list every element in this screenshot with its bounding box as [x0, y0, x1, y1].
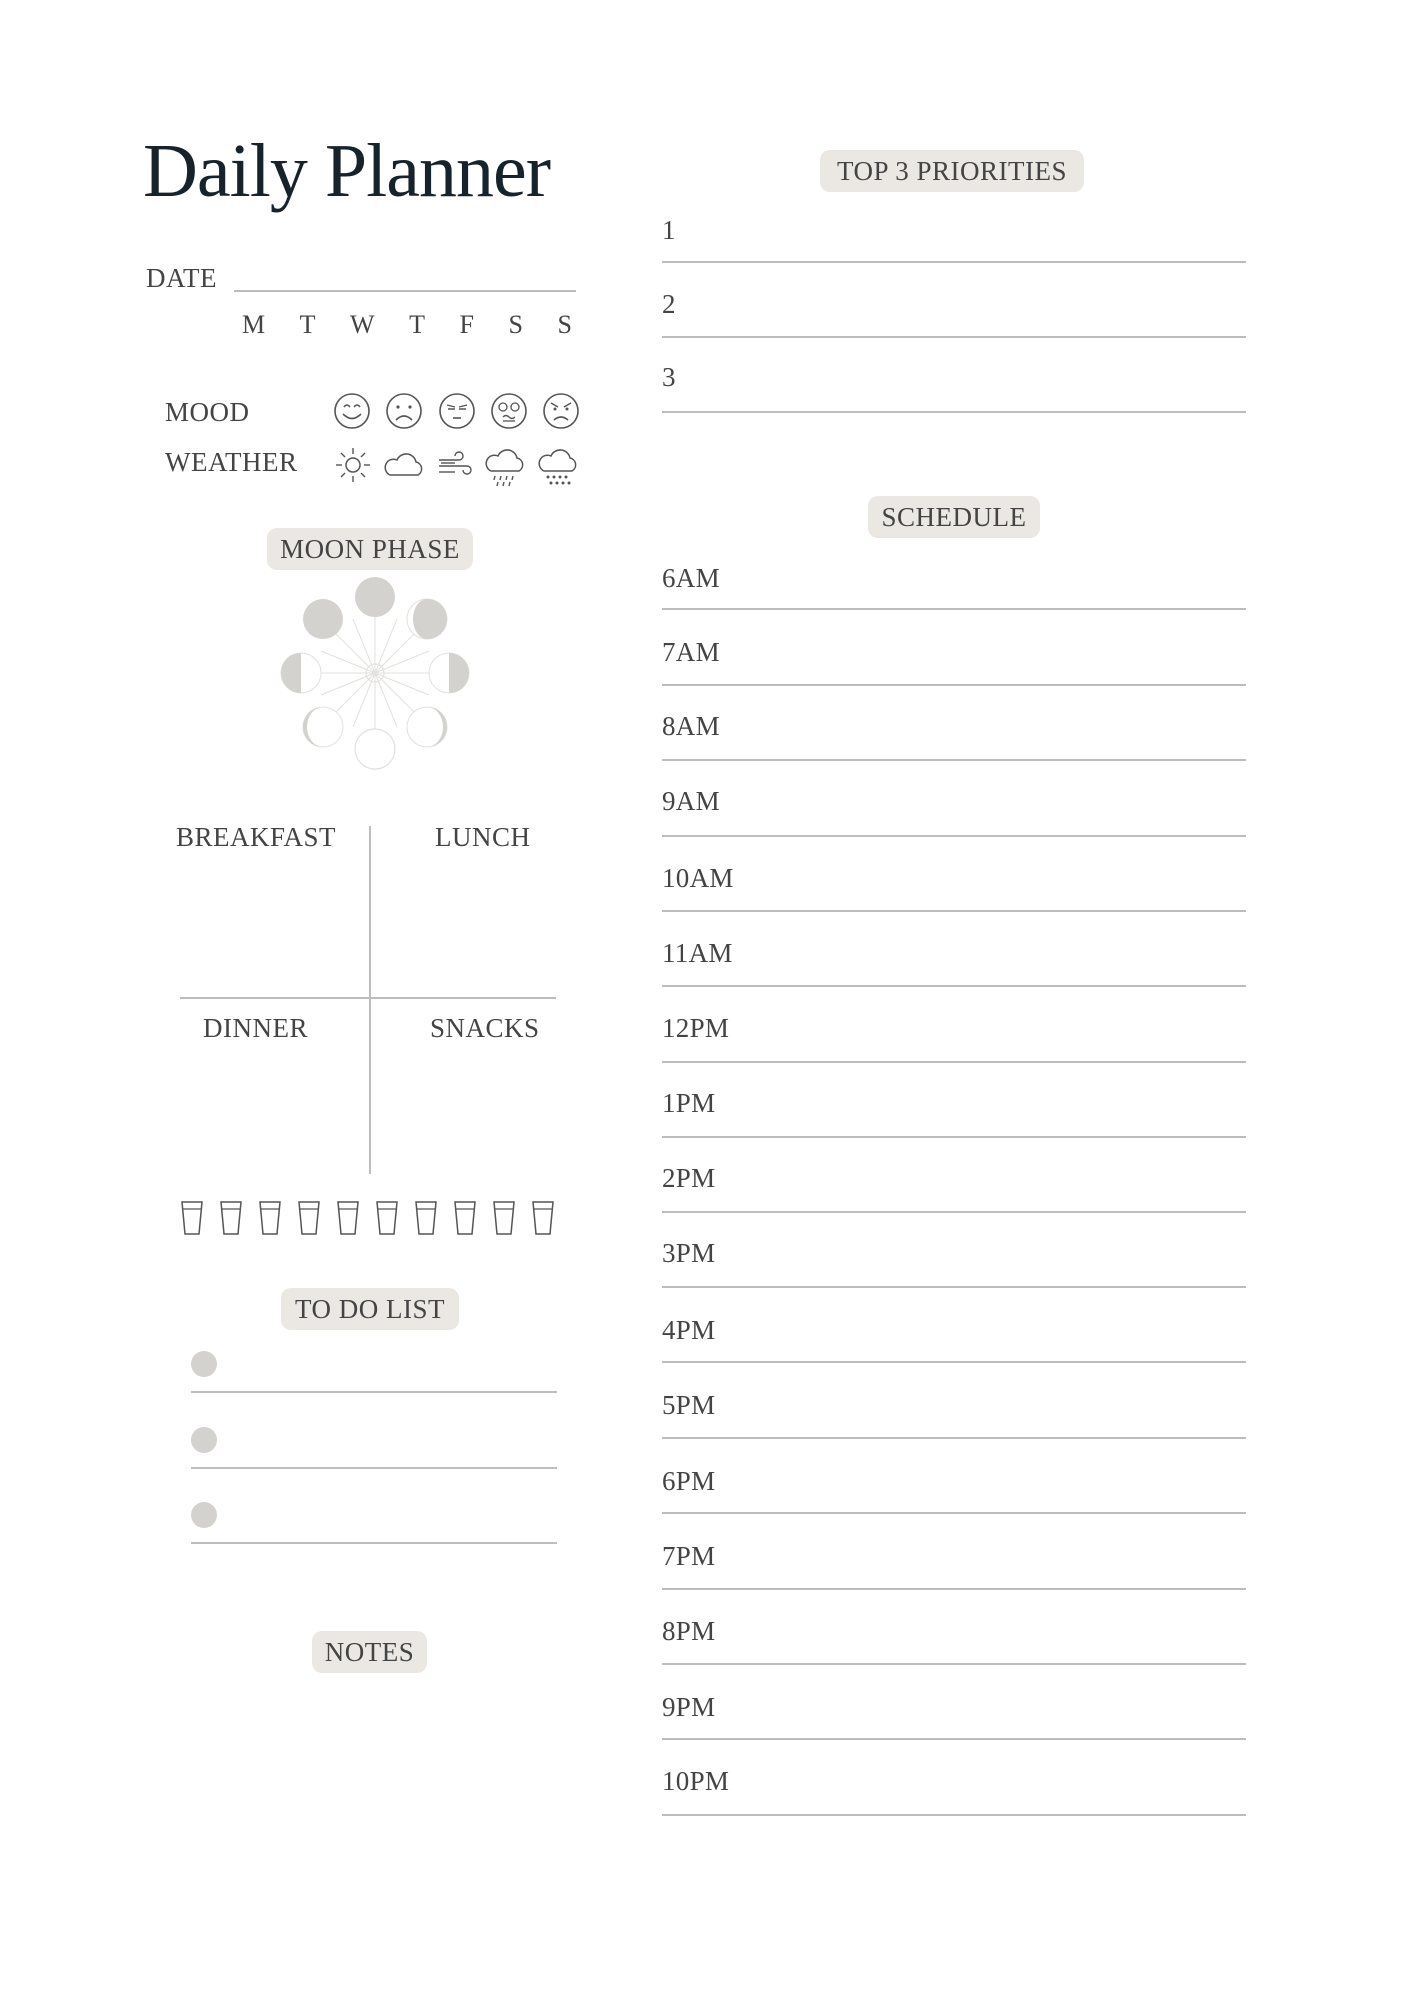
schedule-line[interactable] [662, 910, 1246, 912]
page-title: Daily Planner [143, 129, 551, 213]
notes-heading: NOTES [312, 1631, 427, 1673]
schedule-line[interactable] [662, 1061, 1246, 1063]
water-glass-icon[interactable] [219, 1200, 243, 1236]
schedule-hour: 1PM [662, 1088, 716, 1118]
schedule-hour: 9AM [662, 786, 720, 816]
schedule-hour: 10AM [662, 863, 734, 893]
schedule-line[interactable] [662, 1437, 1246, 1439]
schedule-line[interactable] [662, 1738, 1246, 1740]
snacks-label: SNACKS [430, 1013, 540, 1043]
new-moon-icon [355, 729, 395, 769]
priority-line[interactable] [662, 261, 1246, 263]
sad-face-icon[interactable] [385, 392, 423, 430]
weather-label: WEATHER [165, 447, 298, 477]
notes-area[interactable] [180, 1685, 560, 1945]
angry-face-icon[interactable] [542, 392, 580, 430]
schedule-line[interactable] [662, 1286, 1246, 1288]
mood-icons [333, 392, 580, 430]
moon-phase-heading: MOON PHASE [267, 528, 473, 570]
last-quarter-icon [429, 653, 469, 693]
sun-icon[interactable] [333, 445, 373, 485]
water-glass-icon[interactable] [180, 1200, 204, 1236]
rain-cloud-icon[interactable] [483, 445, 527, 489]
schedule-hour: 7AM [662, 637, 720, 667]
weekday-tuesday[interactable]: T [299, 310, 316, 339]
dinner-label: DINNER [203, 1013, 308, 1043]
schedule-line[interactable] [662, 1361, 1246, 1363]
schedule-hour: 8AM [662, 711, 720, 741]
schedule-hour: 8PM [662, 1616, 716, 1646]
priority-number: 1 [662, 215, 676, 245]
dizzy-face-icon[interactable] [490, 392, 528, 430]
weather-icons [333, 445, 580, 489]
breakfast-label: BREAKFAST [176, 822, 337, 852]
schedule-line[interactable] [662, 1211, 1246, 1213]
water-glass-icon[interactable] [297, 1200, 321, 1236]
water-glass-icon[interactable] [414, 1200, 438, 1236]
todo-checkbox[interactable] [191, 1427, 217, 1453]
waxing-crescent-icon [303, 707, 343, 747]
schedule-hour: 12PM [662, 1013, 730, 1043]
todo-line[interactable] [191, 1391, 557, 1393]
water-tracker [180, 1200, 555, 1236]
water-glass-icon[interactable] [336, 1200, 360, 1236]
water-glass-icon[interactable] [492, 1200, 516, 1236]
schedule-line[interactable] [662, 985, 1246, 987]
moon-phase-diagram [275, 575, 475, 771]
priority-line[interactable] [662, 411, 1246, 413]
weekday-saturday[interactable]: S [508, 310, 523, 339]
schedule-hour: 2PM [662, 1163, 716, 1193]
happy-face-icon[interactable] [333, 392, 371, 430]
priority-number: 2 [662, 289, 676, 319]
weekday-wednesday[interactable]: W [350, 310, 375, 339]
todo-line[interactable] [191, 1542, 557, 1544]
meal-grid-horizontal-divider [180, 997, 556, 999]
water-glass-icon[interactable] [258, 1200, 282, 1236]
priority-number: 3 [662, 362, 676, 392]
neutral-face-icon[interactable] [438, 392, 476, 430]
schedule-hour: 3PM [662, 1238, 716, 1268]
todo-checkbox[interactable] [191, 1502, 217, 1528]
wind-icon[interactable] [435, 445, 475, 485]
schedule-heading: SCHEDULE [868, 496, 1040, 538]
full-moon-icon [355, 577, 395, 617]
meal-grid-vertical-divider [369, 826, 371, 1174]
water-glass-icon[interactable] [453, 1200, 477, 1236]
water-glass-icon[interactable] [531, 1200, 555, 1236]
schedule-hour: 6AM [662, 563, 720, 593]
todo-heading: TO DO LIST [281, 1288, 459, 1330]
schedule-line[interactable] [662, 1136, 1246, 1138]
schedule-line[interactable] [662, 1512, 1246, 1514]
schedule-hour: 5PM [662, 1390, 716, 1420]
weekday-monday[interactable]: M [242, 310, 266, 339]
water-glass-icon[interactable] [375, 1200, 399, 1236]
schedule-line[interactable] [662, 608, 1246, 610]
cloud-icon[interactable] [382, 445, 426, 485]
snow-cloud-icon[interactable] [536, 445, 580, 489]
todo-line[interactable] [191, 1467, 557, 1469]
waning-gibbous-icon [407, 599, 447, 639]
date-input-line[interactable] [234, 290, 576, 292]
lunch-label: LUNCH [435, 822, 531, 852]
waning-crescent-icon [407, 707, 447, 747]
schedule-hour: 6PM [662, 1466, 716, 1496]
schedule-line[interactable] [662, 835, 1246, 837]
weekday-thursday[interactable]: T [409, 310, 425, 339]
priority-line[interactable] [662, 336, 1246, 338]
weekday-friday[interactable]: F [459, 310, 474, 339]
schedule-hour: 10PM [662, 1766, 730, 1796]
schedule-hour: 4PM [662, 1315, 716, 1345]
weekday-row [242, 310, 572, 340]
schedule-line[interactable] [662, 1663, 1246, 1665]
schedule-hour: 9PM [662, 1692, 716, 1722]
schedule-hour: 11AM [662, 938, 733, 968]
first-quarter-icon [281, 653, 321, 693]
schedule-line[interactable] [662, 1588, 1246, 1590]
date-label: DATE [146, 263, 217, 293]
schedule-hour: 7PM [662, 1541, 716, 1571]
priorities-heading: TOP 3 PRIORITIES [820, 150, 1084, 192]
mood-label: MOOD [165, 397, 250, 427]
schedule-line[interactable] [662, 759, 1246, 761]
schedule-line[interactable] [662, 684, 1246, 686]
schedule-line[interactable] [662, 1814, 1246, 1816]
todo-checkbox[interactable] [191, 1351, 217, 1377]
weekday-sunday[interactable]: S [557, 310, 572, 339]
